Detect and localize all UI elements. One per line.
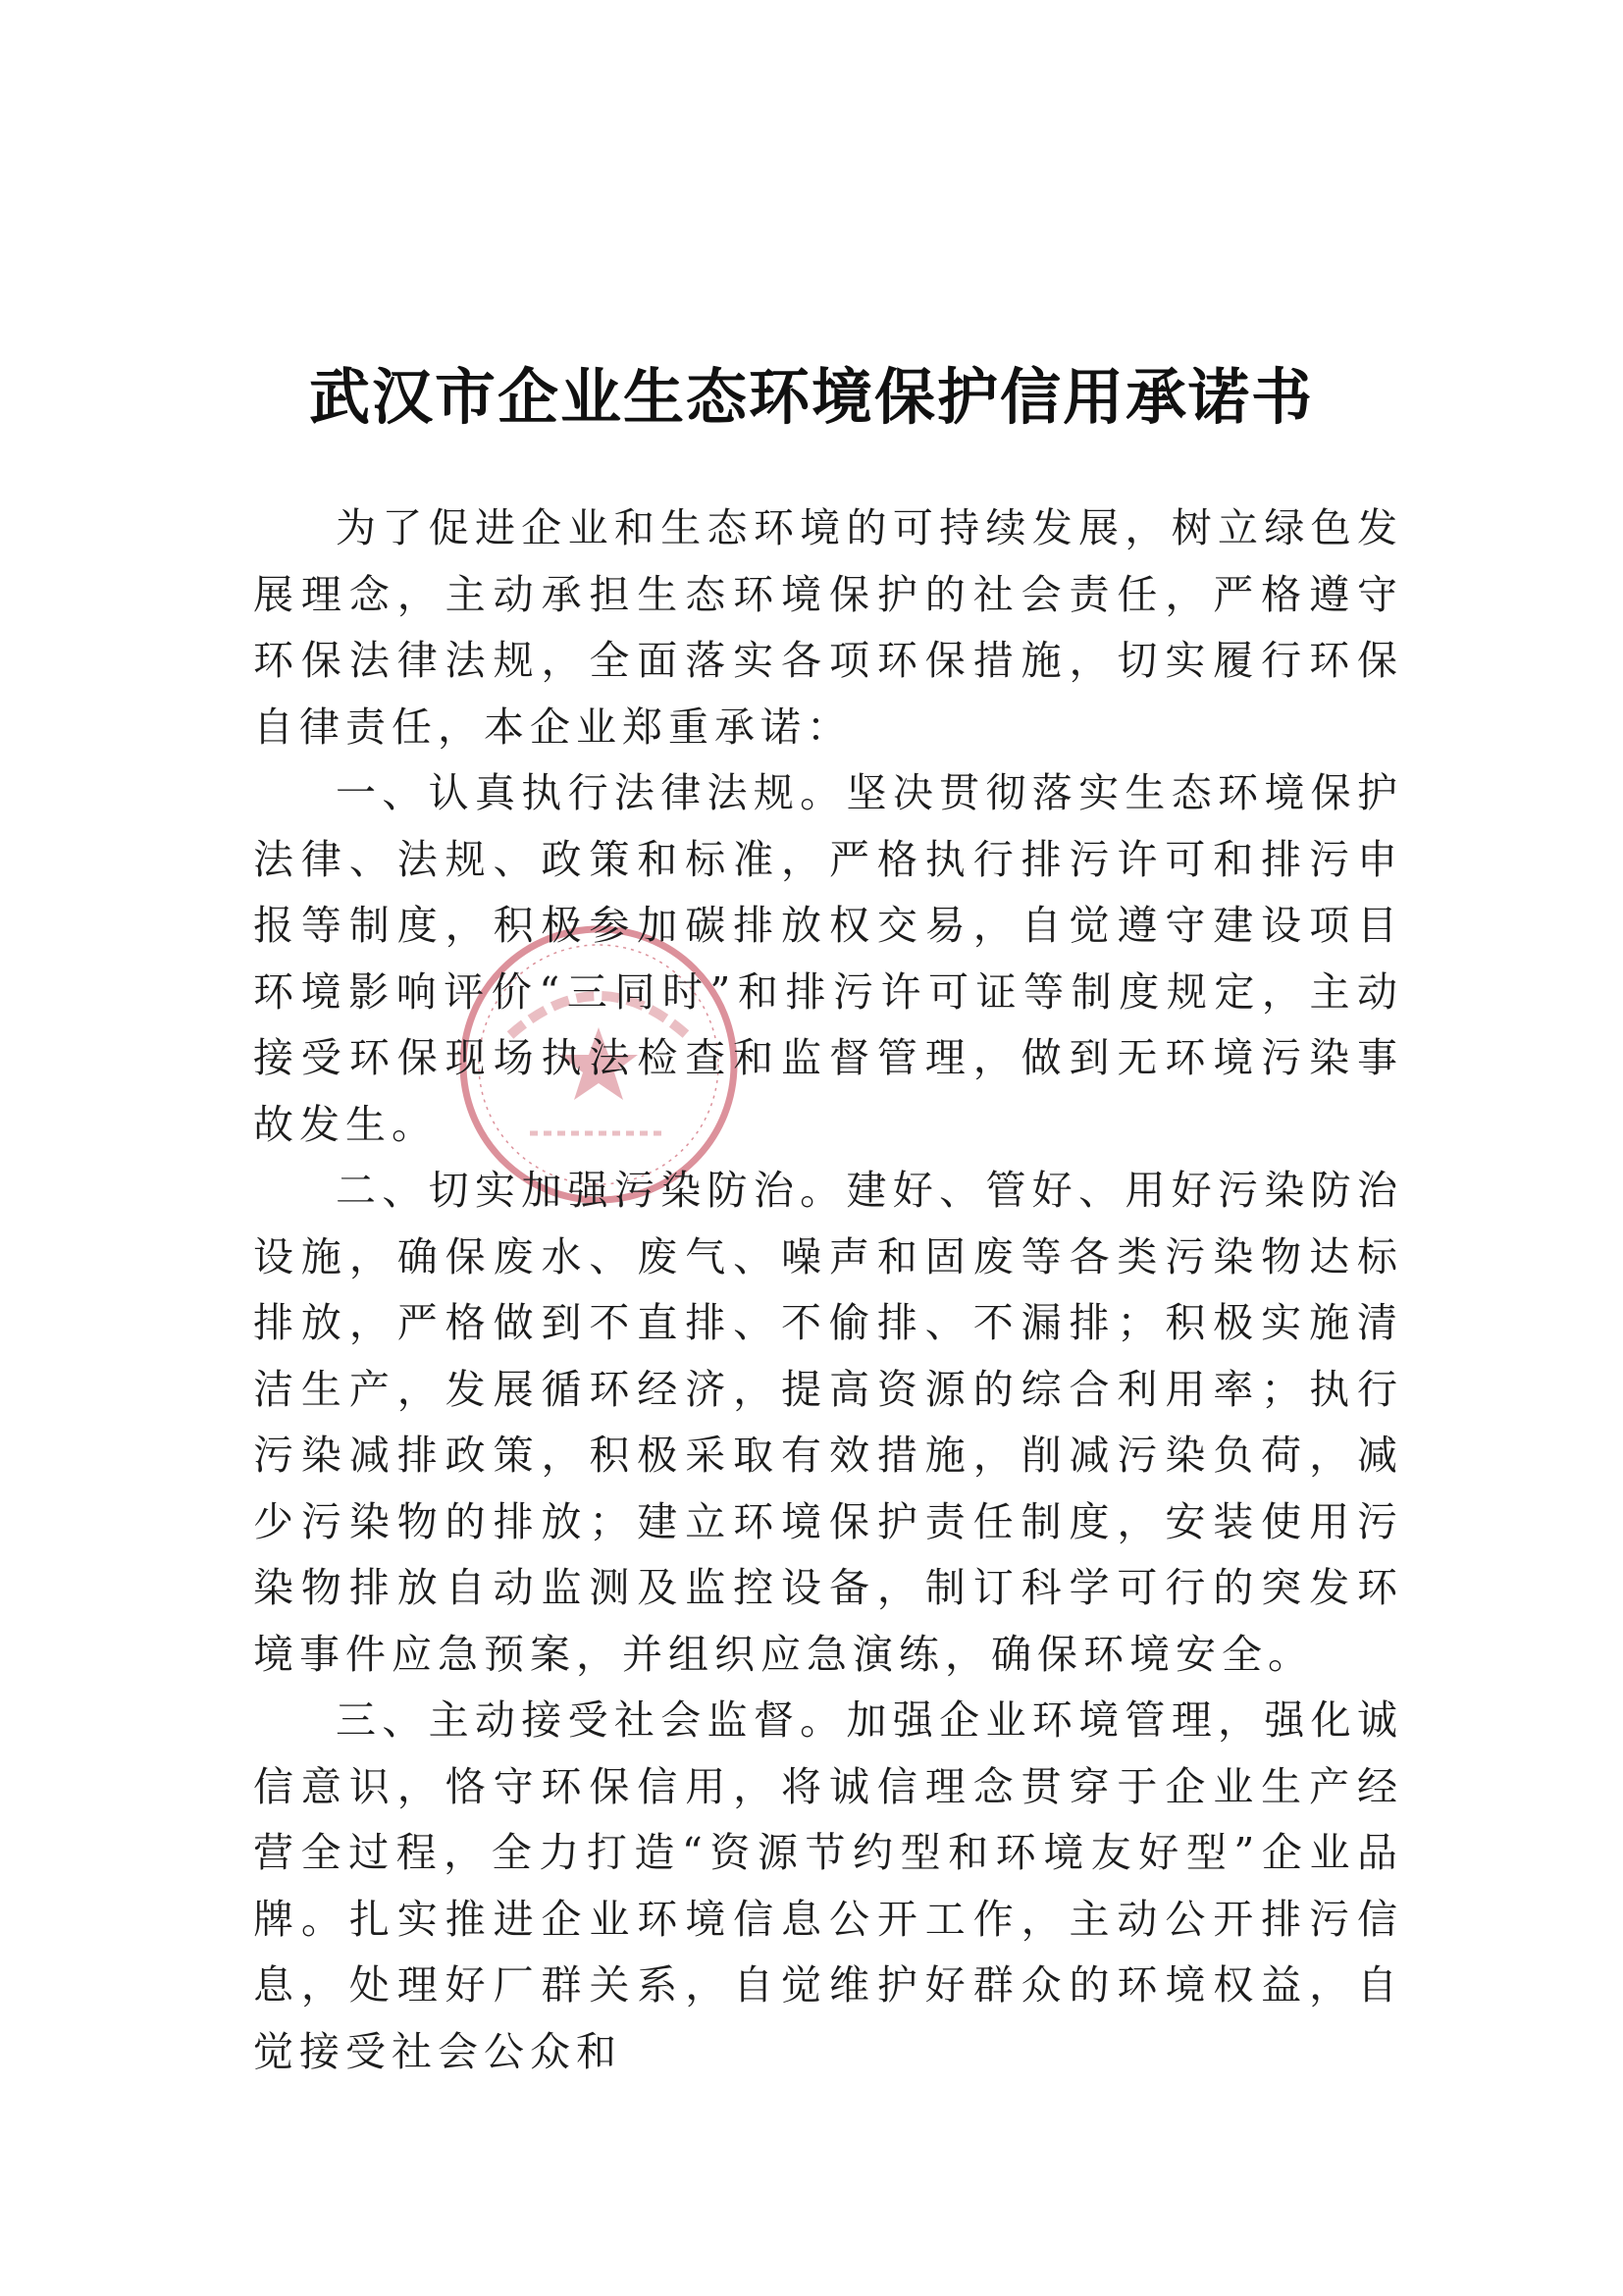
- document-body: [253, 496, 1403, 2085]
- document-title: 武汉市企业生态环境保护信用承诺书: [308, 361, 1314, 433]
- paragraph-item-1: 一、认真执行法律法规。坚决贯彻落实生态环境保护法律、法规、政策和标准，严格执行排污许可和排污申报等制度，积极参加碳排放权交易，自觉遵守建设项目环境影响评价“三同时”和排污许可证等制度规定，主动接受环保现场执法检查和监督管理，做到无环境污染事故发生。: [253, 769, 1403, 1148]
- paragraph-item-3: 三、主动接受社会监督。加强企业环境管理，强化诚信意识，恪守环保信用，将诚信理念贯穿于企业生产经营全过程，全力打造“资源节约型和环境友好型”企业品牌。扎实推进企业环境信息公开工作，主动公开排污信息，处理好厂群关系，自觉维护好群众的环境权益，自觉接受社会公众和: [253, 1696, 1403, 2075]
- paragraph-item-2: 二、切实加强污染防治。建好、管好、用好污染防治设施，确保废水、废气、噪声和固废等各类污染物达标排放，严格做到不直排、不偷排、不漏排；积极实施清洁生产，发展循环经济，提高资源的综合利用率；执行污染减排政策，积极采取有效措施，削减污染负荷，减少污染物的排放；建立环境保护责任制度，安装使用污染物排放自动监测及监控设备，制订科学可行的突发环境事件应急预案，并组织应急演练，确保环境安全。: [253, 1167, 1403, 1678]
- paragraph-intro: 为了促进企业和生态环境的可持续发展，树立绿色发展理念，主动承担生态环境保护的社会责任，严格遵守环保法律法规，全面落实各项环保措施，切实履行环保自律责任，本企业郑重承诺：: [253, 504, 1403, 751]
